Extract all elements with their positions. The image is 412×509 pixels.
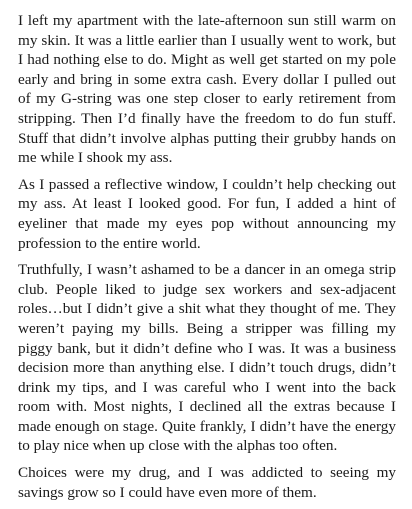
paragraph-3: Truthfully, I wasn’t ashamed to be a dancer in an omega strip club. People liked to judge sex workers and sex-adjacent roles…but I didn’t give a shit what they thought of me. They weren’t paying my bills. Being a stripper was filling my piggy bank, but it didn’t define who I was. It was a business decision more than anything else. I didn’t touch drugs, didn’t drink my tips, and I was careful who I went into the back room with. Most nights, I declined all the extras because I made enough on stage. Quite frankly, I didn’t have the energy to play nice when up close with the alphas too often. xyxy=(18,261,396,455)
paragraph-4: Choices were my drug, and I was addicted to seeing my savings grow so I could have even more of them. xyxy=(18,464,396,501)
document-page xyxy=(18,11,396,509)
paragraph-2: As I passed a reflective window, I couldn’t help checking out my ass. At least I looked good. For fun, I added a hint of eyeliner that made my eyes pop without announcing my profession to the entire world. xyxy=(18,175,396,252)
paragraph-1: I left my apartment with the late-afternoon sun still warm on my skin. It was a little earlier than I usually went to work, but I had nothing else to do. Might as well get started on my pole early and bring in some extra cash. Every dollar I pulled out of my G-string was one step closer to early retirement from stripping. Then I’d finally have the freedom to do fun stuff. Stuff that didn’t involve alphas putting their grubby hands on me while I shook my ass. xyxy=(18,12,396,167)
